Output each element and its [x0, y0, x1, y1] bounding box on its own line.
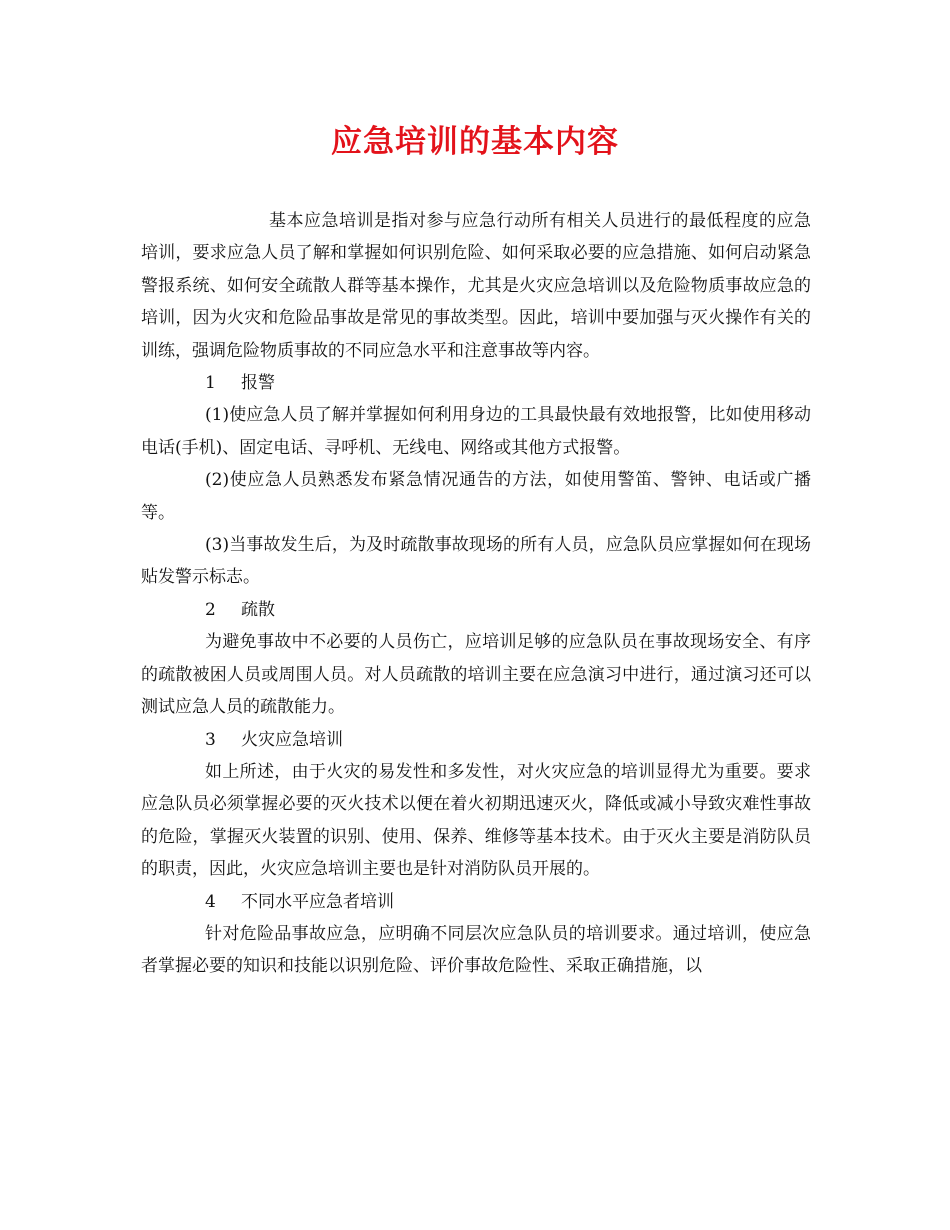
section-title: 疏散: [241, 599, 275, 620]
section-number: 3: [205, 729, 216, 750]
document-title: 应急培训的基本内容: [331, 124, 619, 160]
section-paragraph: 如上所述，由于火灾的易发性和多发性，对火灾应急的培训显得尤为重要。要求应急队员必须掌握必要的灭火技术以便在着火初期迅速灭火，降低或减小导致灾难性事故的危险，掌握灭火装置的识别、使用、保养、维修等基本技术。由于灭火主要是消防队员的职责，因此，火灾应急培训主要也是针对消防队员开展的。: [141, 761, 811, 880]
intro-paragraph: 基本应急培训是指对参与应急行动所有相关人员进行的最低程度的应急培训，要求应急人员了解和掌握如何识别危险、如何采取必要的应急措施、如何启动紧急警报系统、如何安全疏散人群等基本操作，尤其是火灾应急培训以及危险物质事故应急的培训，因为火灾和危险品事故是常见的事故类型。因此，培训中要加强与灭火操作有关的训练，强调危险物质事故的不同应急水平和注意事故等内容。: [141, 211, 811, 361]
section-title: 报警: [241, 373, 275, 394]
section-paragraph: (2)使应急人员熟悉发布紧急情况通告的方法，如使用警笛、警钟、电话或广播等。: [141, 470, 811, 523]
document-body: [141, 205, 811, 983]
section-paragraph: (3)当事故发生后，为及时疏散事故现场的所有人员，应急队员应掌握如何在现场贴发警示标志。: [141, 535, 811, 588]
section-paragraph: (1)使应急人员了解并掌握如何利用身边的工具最快最有效地报警，比如使用移动电话(手机)、固定电话、寻呼机、无线电、网络或其他方式报警。: [141, 405, 811, 458]
section-number: 4: [205, 891, 216, 912]
section-number: 2: [205, 599, 216, 620]
section-title: 不同水平应急者培训: [241, 891, 394, 912]
section-heading: [141, 886, 811, 918]
section-heading: [141, 594, 811, 626]
section-paragraph: 针对危险品事故应急，应明确不同层次应急队员的培训要求。通过培训，使应急者掌握必要的知识和技能以识别危险、评价事故危险性、采取正确措施，以: [141, 923, 811, 977]
section-number: 1: [205, 373, 216, 394]
section-heading: [141, 367, 811, 399]
section-paragraph: 为避免事故中不必要的人员伤亡，应培训足够的应急队员在事故现场安全、有序的疏散被困人员或周围人员。对人员疏散的培训主要在应急演习中进行，通过演习还可以测试应急人员的疏散能力。: [141, 632, 811, 718]
section-heading: [141, 724, 811, 756]
section-title: 火灾应急培训: [241, 729, 343, 750]
